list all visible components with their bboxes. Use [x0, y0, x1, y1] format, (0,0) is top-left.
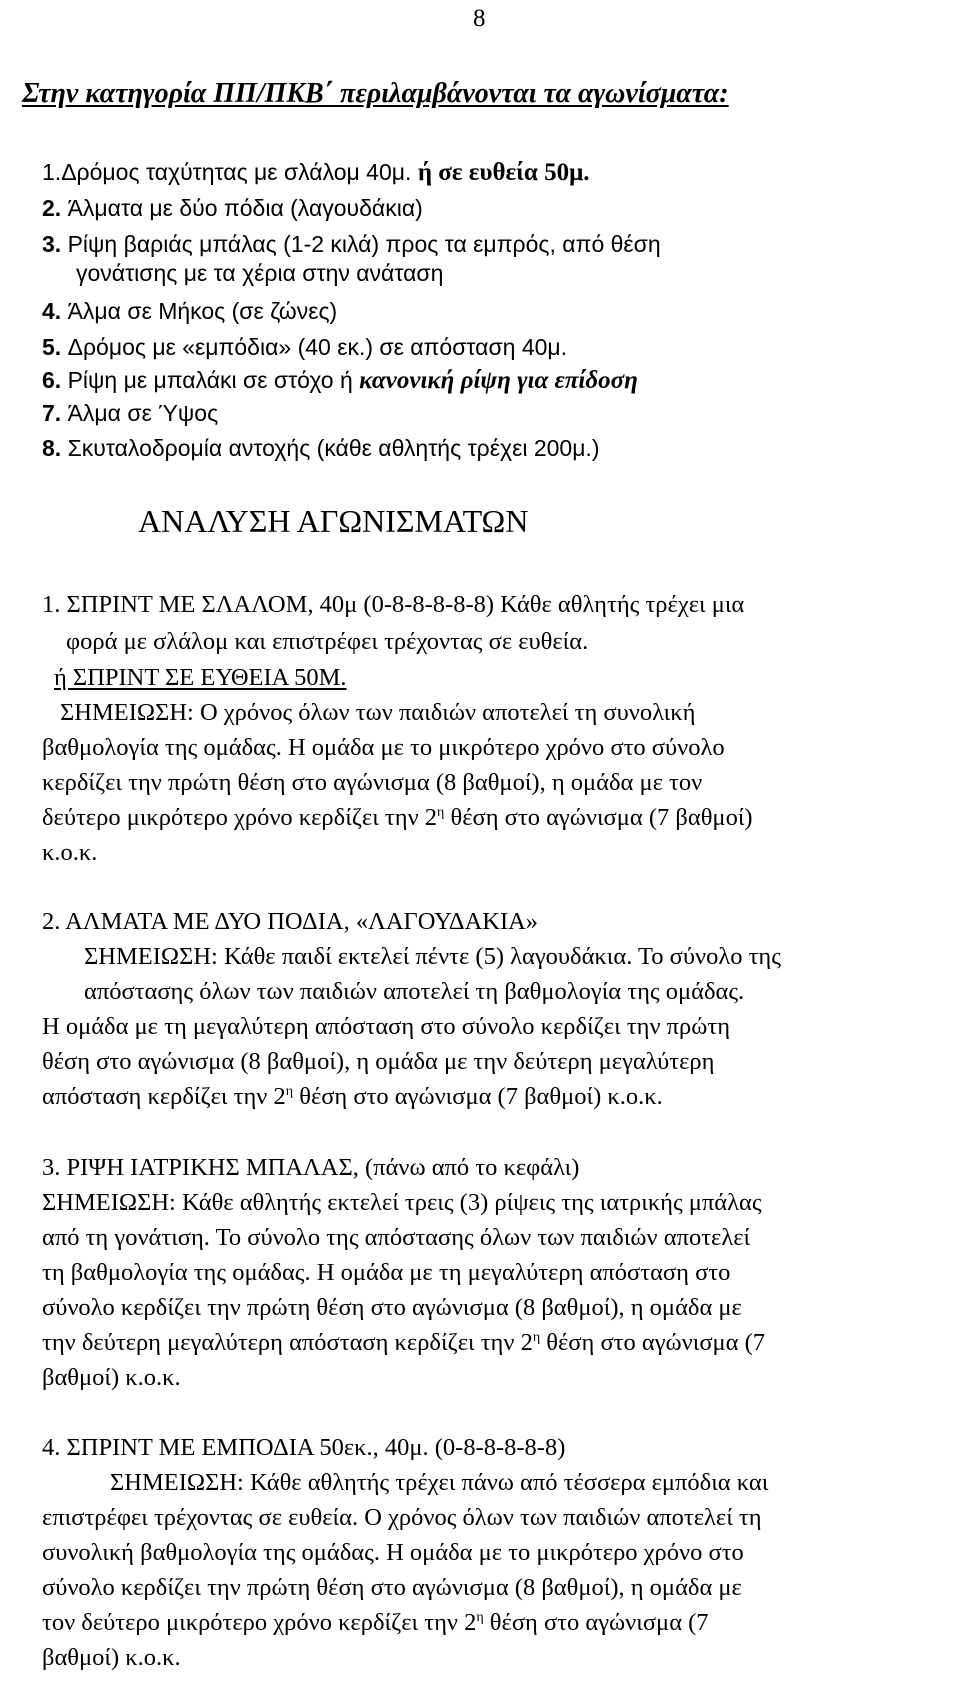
superscript: η — [476, 1610, 484, 1625]
event-item-7 — [42, 402, 218, 425]
section2-line4: Η ομάδα με τη μεγαλύτερη απόσταση στο σύνολο κερδίζει την πρώτη — [42, 1013, 731, 1040]
event-item-8 — [42, 437, 600, 460]
event-item-1 — [42, 160, 590, 185]
section2-line3: απόστασης όλων των παιδιών αποτελεί τη βαθμολογία της ομάδας. — [84, 978, 745, 1005]
section1-line2: φορά με σλάλομ και επιστρέφει τρέχοντας σε ευθεία. — [66, 628, 589, 655]
text-part: θέση στο αγώνισμα (7 βαθμοί) — [444, 804, 753, 831]
section2-line1: 2. ΑΛΜΑΤΑ ΜΕ ΔΥΟ ΠΟΔΙΑ, «ΛΑΓΟΥΔΑΚΙΑ» — [42, 908, 539, 935]
event-num: 6. — [42, 367, 62, 393]
event-text: Άλμα σε Ύψος — [67, 400, 219, 426]
section3-line2: ΣΗΜΕΙΩΣΗ: Κάθε αθλητής εκτελεί τρεις (3) ρίψεις της ιατρικής μπάλας — [42, 1189, 762, 1216]
event-num: 1. — [42, 159, 62, 185]
event-num: 8. — [42, 435, 62, 461]
section1-line7 — [42, 806, 753, 831]
section4-line6 — [42, 1611, 709, 1636]
section1-line6: κερδίζει την πρώτη θέση στο αγώνισμα (8 βαθμοί), η ομάδα με τον — [42, 769, 703, 796]
event-item-5 — [42, 336, 567, 359]
event-text: Δρόμος ταχύτητας με σλάλομ 40μ. — [61, 159, 412, 185]
section1-line3: ή ΣΠΡΙΝΤ ΣΕ ΕΥΘΕΙΑ 50Μ. — [54, 664, 347, 691]
text-part: απόσταση κερδίζει την 2 — [42, 1083, 286, 1110]
section1-line4: ΣΗΜΕΙΩΣΗ: Ο χρόνος όλων των παιδιών αποτελεί τη συνολική — [60, 699, 696, 726]
event-text: Ρίψη με μπαλάκι σε στόχο ή — [67, 367, 353, 393]
event-text: Σκυταλοδρομία αντοχής (κάθε αθλητής τρέχει 200μ.) — [67, 435, 600, 461]
section3-line6 — [42, 1331, 765, 1356]
event-num: 4. — [42, 298, 62, 324]
section4-line2: ΣΗΜΕΙΩΣΗ: Κάθε αθλητής τρέχει πάνω από τέσσερα εμπόδια και — [110, 1469, 769, 1496]
page-number: 8 — [473, 5, 486, 32]
text-part: θέση στο αγώνισμα (7 βαθμοί) κ.ο.κ. — [293, 1083, 663, 1110]
section3-line1: 3. ΡΙΨΗ ΙΑΤΡΙΚΗΣ ΜΠΑΛΑΣ, (πάνω από το κεφάλι) — [42, 1154, 580, 1181]
superscript: η — [532, 1330, 541, 1345]
section3-line5: σύνολο κερδίζει την πρώτη θέση στο αγώνισμα (8 βαθμοί), η ομάδα με — [42, 1294, 742, 1321]
event-num: 3. — [42, 231, 62, 257]
text-part: θέση στο αγώνισμα (7 — [540, 1329, 766, 1356]
event-item-6 — [42, 368, 638, 393]
section1-line1: 1. ΣΠΡΙΝΤ ΜΕ ΣΛΑΛΟΜ, 40μ (0-8-8-8-8-8) Κάθε αθλητής τρέχει μια — [42, 591, 745, 618]
section3-line4: τη βαθμολογία της ομάδας. Η ομάδα με τη μεγαλύτερη απόσταση στο — [42, 1259, 731, 1286]
event-extra: κανονική ρίψη για επίδοση — [359, 367, 638, 394]
event-text: Δρόμος με «εμπόδια» (40 εκ.) σε απόσταση 40μ. — [67, 334, 568, 360]
section2-line6 — [42, 1085, 663, 1110]
analysis-title: ΑΝΑΛΥΣΗ ΑΓΩΝΙΣΜΑΤΩΝ — [138, 503, 529, 539]
event-extra: ή σε ευθεία 50μ. — [417, 159, 590, 186]
section2-line5: θέση στο αγώνισμα (8 βαθμοί), η ομάδα με την δεύτερη μεγαλύτερη — [42, 1048, 715, 1075]
section1-line5: βαθμολογία της ομάδας. Η ομάδα με το μικρότερο χρόνο στο σύνολο — [42, 734, 725, 761]
section4-line7: βαθμοί) κ.ο.κ. — [42, 1644, 181, 1671]
event-item-3-cont: γονάτισης με τα χέρια στην ανάταση — [76, 260, 444, 286]
section4-line3: επιστρέφει τρέχοντας σε ευθεία. Ο χρόνος όλων των παιδιών αποτελεί τη — [42, 1504, 762, 1531]
event-num: 7. — [42, 400, 62, 426]
event-item-3 — [42, 233, 661, 256]
section2-line2: ΣΗΜΕΙΩΣΗ: Κάθε παιδί εκτελεί πέντε (5) λαγουδάκια. Το σύνολο της — [84, 943, 781, 970]
superscript: η — [285, 1084, 294, 1099]
event-text: Άλμα σε Μήκος (σε ζώνες) — [67, 298, 338, 324]
section4-line4: συνολική βαθμολογία της ομάδας. Η ομάδα με το μικρότερο χρόνο στο — [42, 1539, 744, 1566]
text-part: δεύτερο μικρότερο χρόνο κερδίζει την 2 — [42, 804, 438, 831]
section3-line3: από τη γονάτιση. Το σύνολο της απόστασης όλων των παιδιών αποτελεί — [42, 1224, 751, 1251]
event-text: Άλματα με δύο πόδια (λαγουδάκια) — [67, 195, 423, 221]
section3-line7: βαθμοί) κ.ο.κ. — [42, 1364, 181, 1391]
text-part: την δεύτερη μεγαλύτερη απόσταση κερδίζει την 2 — [42, 1329, 533, 1356]
section1-line8: κ.ο.κ. — [42, 839, 98, 866]
event-item-2 — [42, 197, 423, 220]
event-num: 5. — [42, 334, 62, 360]
section4-line1: 4. ΣΠΡΙΝΤ ΜΕ ΕΜΠΟΔΙΑ 50εκ., 40μ. (0-8-8-8-8-8) — [42, 1434, 566, 1461]
event-num: 2. — [42, 195, 62, 221]
event-item-4 — [42, 300, 337, 323]
page-heading: Στην κατηγορία ΠΠ/ΠΚΒ΄ περιλαμβάνονται τα αγωνίσματα: — [22, 78, 729, 109]
text-part: θέση στο αγώνισμα (7 — [483, 1609, 709, 1636]
section4-line5: σύνολο κερδίζει την πρώτη θέση στο αγώνισμα (8 βαθμοί), η ομάδα με — [42, 1574, 742, 1601]
text-part: τον δεύτερο μικρότερο χρόνο κερδίζει την 2 — [42, 1609, 477, 1636]
superscript: η — [437, 805, 445, 820]
event-text: Ρίψη βαριάς μπάλας (1-2 κιλά) προς τα εμπρός, από θέση — [67, 231, 661, 257]
